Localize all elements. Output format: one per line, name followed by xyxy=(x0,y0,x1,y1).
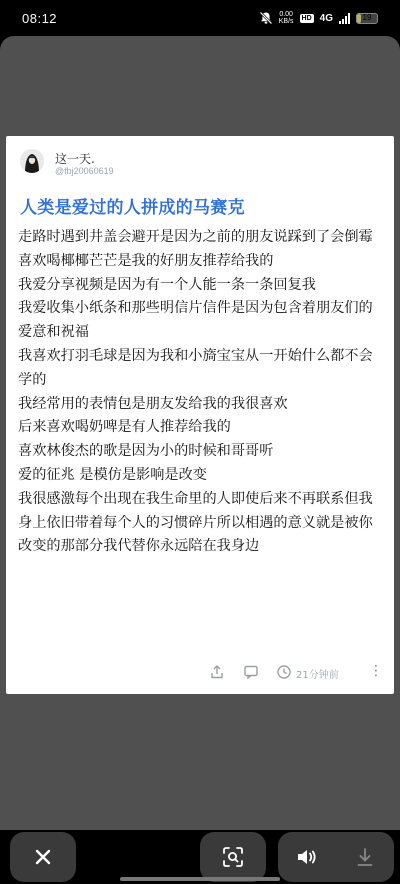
network-speed xyxy=(279,11,294,25)
more-options-icon[interactable]: ⋮ xyxy=(369,663,383,679)
battery-icon xyxy=(356,13,378,24)
close-button[interactable] xyxy=(10,832,76,882)
speaker-icon xyxy=(296,848,318,866)
download-icon xyxy=(356,847,374,867)
post-line: 喜欢林俊杰的歌是因为小的时候和哥哥听 xyxy=(18,443,274,460)
post-username[interactable]: 这一天. xyxy=(55,152,95,166)
scan-search-icon xyxy=(222,846,244,868)
media-controls xyxy=(278,832,394,882)
battery-level: 19 xyxy=(362,12,372,22)
status-time: 08:12 xyxy=(22,11,58,26)
post-handle[interactable]: @fbj20060619 xyxy=(55,166,114,176)
signal-icon xyxy=(339,13,350,24)
post-time: 21分钟前 xyxy=(296,670,339,681)
comment-icon[interactable] xyxy=(243,664,259,680)
download-button[interactable] xyxy=(336,832,394,882)
network-speed-value: 0.00 xyxy=(279,11,293,18)
post-line: 我喜欢打羽毛球是因为我和小旖宝宝从一开始什么都不会学的 xyxy=(18,347,373,388)
post-body xyxy=(18,226,386,559)
post-title: 人类是爱过的人拼成的马赛克 xyxy=(20,198,245,218)
post-line: 我爱收集小纸条和那些明信片信件是因为包含着朋友们的爱意和祝福 xyxy=(18,300,373,341)
post-line: 后来喜欢喝奶啤是有人推荐给我的 xyxy=(18,419,231,436)
hd-badge: HD xyxy=(301,14,312,22)
close-icon xyxy=(34,848,52,866)
post-line: 我经常用的表情包是朋友发给我的我很喜欢 xyxy=(18,395,288,412)
post-line: 我很感激每个出现在我生命里的人即使后来不再联系但我身上依旧带着每个人的习惯碎片所以相遇的意义就是被你改变的那部分我代替你永远陪在我身边 xyxy=(18,490,373,555)
post-line: 我爱分享视频是因为有一个人能一条一条回复我 xyxy=(18,276,316,293)
post-line: 走路时遇到井盖会避开是因为之前的朋友说踩到了会倒霉 xyxy=(18,229,373,245)
post-line: 喜欢喝椰椰芒芒是我的好朋友推荐给我的 xyxy=(18,252,274,269)
image-search-button[interactable] xyxy=(200,832,266,882)
post-line: 爱的征兆 是模仿是影响是改变 xyxy=(18,466,207,483)
network-speed-unit: KB/s xyxy=(278,18,294,25)
post-actions xyxy=(0,662,400,682)
avatar[interactable] xyxy=(20,149,44,173)
status-bar xyxy=(0,0,400,36)
home-indicator[interactable] xyxy=(120,877,280,881)
network-type: 4G xyxy=(319,12,333,24)
status-icons xyxy=(259,9,378,27)
sound-button[interactable] xyxy=(278,832,336,882)
clock-icon xyxy=(276,664,292,680)
mute-bell-icon xyxy=(259,11,273,25)
share-icon[interactable] xyxy=(209,664,225,680)
